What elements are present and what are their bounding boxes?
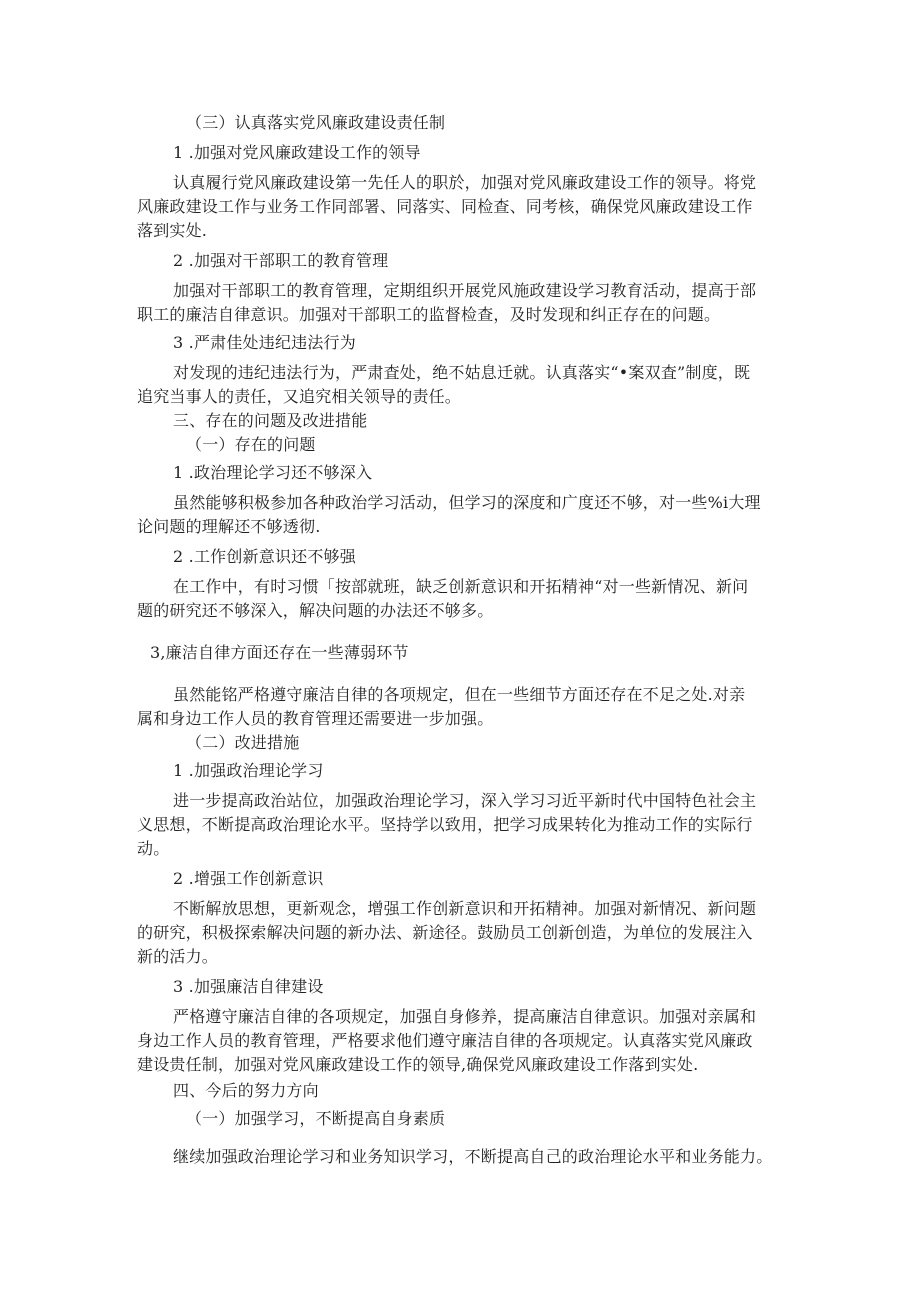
paragraph-line: 继续加强政治理论学习和业务知识学习，不断提高自己的政治理论水平和业务能力。 — [173, 1147, 773, 1166]
paragraph-line: 对发现的违纪违法行为，严肃査处，绝不姑息迁就。认真落实“•案双査”制度，既 — [173, 363, 751, 382]
item-title: 2 .加强对干部职工的教育管理 — [173, 251, 389, 270]
paragraph-line: 新的活力。 — [137, 947, 219, 966]
item-title: 3,廉洁自律方面还存在一些薄弱环节 — [150, 643, 409, 662]
paragraph-line: 义思想，不断提高政治理论水平。坚持学以致用，把学习成果转化为推动工作的实际行 — [137, 815, 753, 834]
paragraph-line: 动。 — [137, 839, 170, 858]
part-heading: 四、今后的努力方向 — [173, 1081, 319, 1100]
paragraph-line: 的研究，积极探索解决问题的新办法、新途径。鼓励员工创新创造，为单位的发展注入 — [137, 923, 753, 942]
section-heading: （一）加强学习，不断提高自身素质 — [186, 1109, 446, 1128]
section-heading: （三）认真落实党风廉政建设责任制 — [186, 113, 446, 132]
item-title: 1 .加强政治理论学习 — [173, 761, 324, 780]
paragraph-line: 题的研究还不够深入，解决问题的办法还不够多。 — [137, 601, 494, 620]
part-heading: 三、存在的问题及改进措能 — [173, 411, 368, 430]
paragraph-line: 属和身边工作人员的教育管理还需要进一步加强。 — [137, 709, 494, 728]
paragraph-line: 严格遵守廉洁自律的各项规定，加强自身修养，提高廉洁自律意识。加强对亲属和 — [173, 1007, 757, 1026]
paragraph-line: 认真履行党风廉政建设第一先任人的职於，加强对党风廉政建设工作的领导。将党 — [173, 173, 757, 192]
paragraph-line: 风廉政建设工作与业务工作同部署、同落实、同检查、同考核，确保党风廉政建设工作 — [137, 197, 753, 216]
paragraph-line: 落到实处. — [137, 221, 208, 240]
paragraph-line: 加强对干部职工的教育管理，定期组织开展党风施政建设学习教育活动，提高于部 — [173, 281, 757, 300]
section-heading: （二）改进措施 — [186, 733, 300, 752]
section-heading: （一）存在的问题 — [186, 435, 316, 454]
paragraph-line: 追究当事人的责任，又追究相关领导的责任。 — [137, 387, 462, 406]
paragraph-line: 虽然能够积极参加各种政治学习活动，但学习的深度和广度还不够，对一些%i大理 — [173, 493, 761, 512]
paragraph-line: 不断解放思想，更新观念，增强工作创新意识和开拓精神。加强对新情况、新问题 — [173, 899, 757, 918]
paragraph-line: 建设贵任制，加强对党风廉政建设工作的领导,确保党风廉政建设工作落到实处. — [137, 1055, 699, 1074]
paragraph-line: 在工作中，有时习惯「按部就班，缺乏创新意识和开拓精神“对一些新情况、新问 — [173, 577, 749, 596]
paragraph-line: 身边工作人员的教育管理，严格要求他们遵守廉洁自律的各项规定。认真落实党风廉政 — [137, 1031, 753, 1050]
paragraph-line: 虽然能铭严格遵守廉洁自律的各项规定，但在一些细节方面还存在不足之处.对亲 — [173, 685, 746, 704]
item-title: 3 .严肃佳处违纪违法行为 — [173, 333, 356, 352]
paragraph-line: 进一步提高政治站位，加强政治理论学习，深入学习习近平新时代中国特色社会主 — [173, 791, 757, 810]
paragraph-line: 论问题的理解还不够透彻. — [137, 517, 321, 536]
item-title: 1 .加强对党风廉政建设工作的领导 — [173, 143, 421, 162]
item-title: 2 .工作创新意识还不够强 — [173, 547, 356, 566]
paragraph-line: 职工的廉洁自律意识。加强对干部职工的监督检查，及时发现和纠正存在的问题。 — [137, 305, 721, 324]
item-title: 2 .增强工作创新意识 — [173, 869, 324, 888]
item-title: 3 .加强廉洁自律建设 — [173, 977, 324, 996]
item-title: 1 .政治理论学习还不够深入 — [173, 463, 373, 482]
